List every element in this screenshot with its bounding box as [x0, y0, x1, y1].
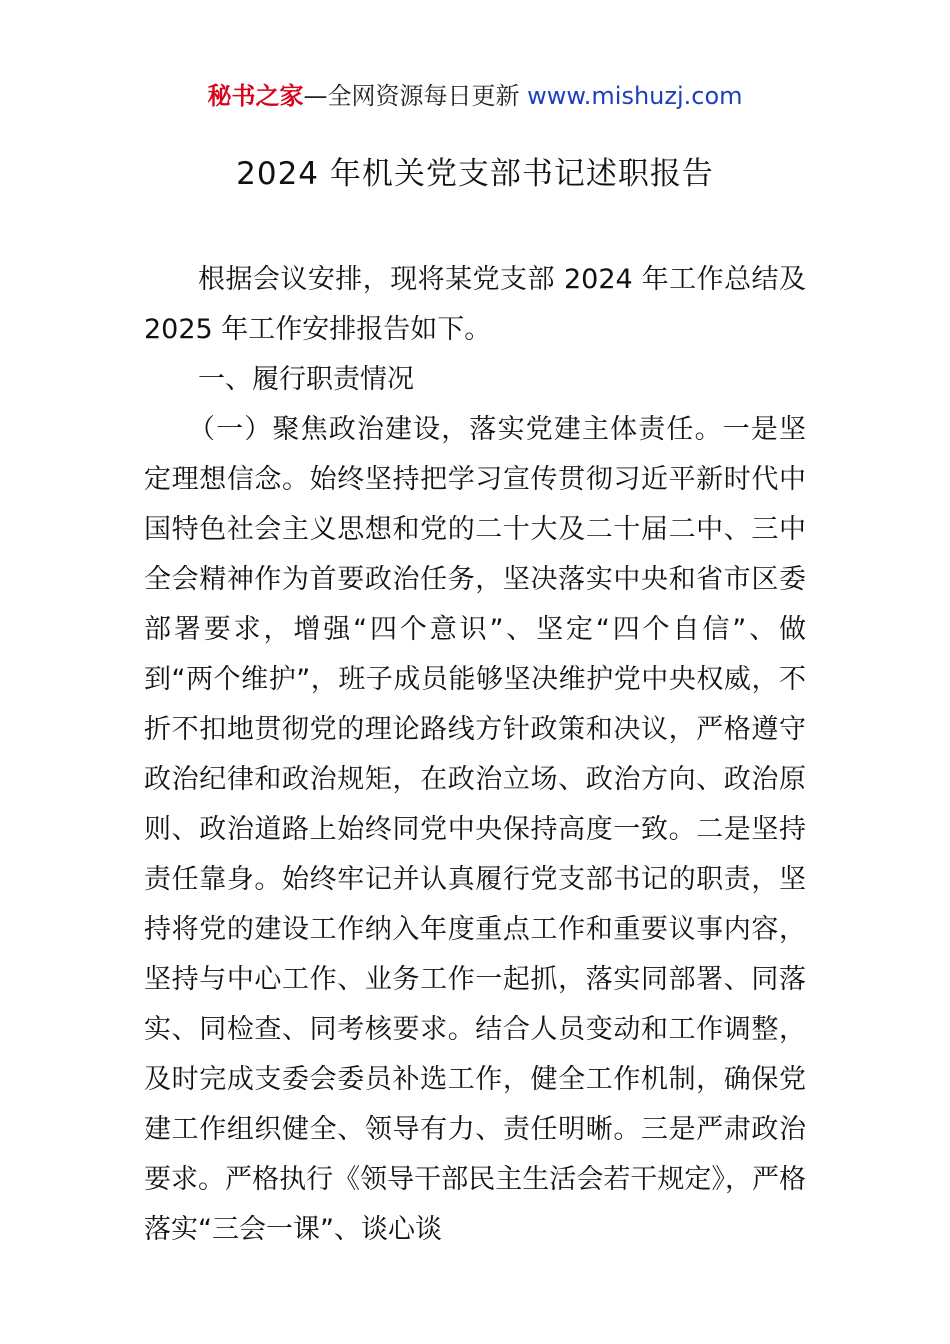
body-paragraph: （一）聚焦政治建设，落实党建主体责任。一是坚定理想信念。始终坚持把学习宣传贯彻习近平新时代中国特色社会主义思想和党的二十大及二十届二中、三中全会精神作为首要政治任务，坚决落实中央和省市区委部署要求，增强“四个意识”、坚定“四个自信”、做到“两个维护”，班子成员能够坚决维护党中央权威，不折不扣地贯彻党的理论路线方针政策和决议，严格遵守政治纪律和政治规矩，在政治立场、政治方向、政治原则、政治道路上始终同党中央保持高度一致。二是坚持责任靠身。始终牢记并认真履行党支部书记的职责，坚持将党的建设工作纳入年度重点工作和重要议事内容，坚持与中心工作、业务工作一起抓，落实同部署、同落实、同检查、同考核要求。结合人员变动和工作调整，及时完成支委会委员补选工作，健全工作机制，确保党建工作组织健全、领导有力、责任明晰。三是严肃政治要求。严格执行《领导干部民主生活会若干规定》，严格落实“三会一课”、谈心谈	[144, 414, 806, 1245]
intro-paragraph: 根据会议安排，现将某党支部 2024 年工作总结及 2025 年工作安排报告如下。	[144, 264, 806, 345]
site-header	[0, 80, 950, 112]
section-heading: 一、履行职责情况	[198, 364, 414, 395]
site-url-link[interactable]: www.mishuzj.com	[527, 82, 743, 110]
site-brand: 秘书之家	[207, 82, 304, 110]
document-title: 2024 年机关党支部书记述职报告	[236, 156, 714, 192]
site-slogan: —全网资源每日更新	[303, 82, 528, 110]
document-body	[144, 255, 806, 1255]
